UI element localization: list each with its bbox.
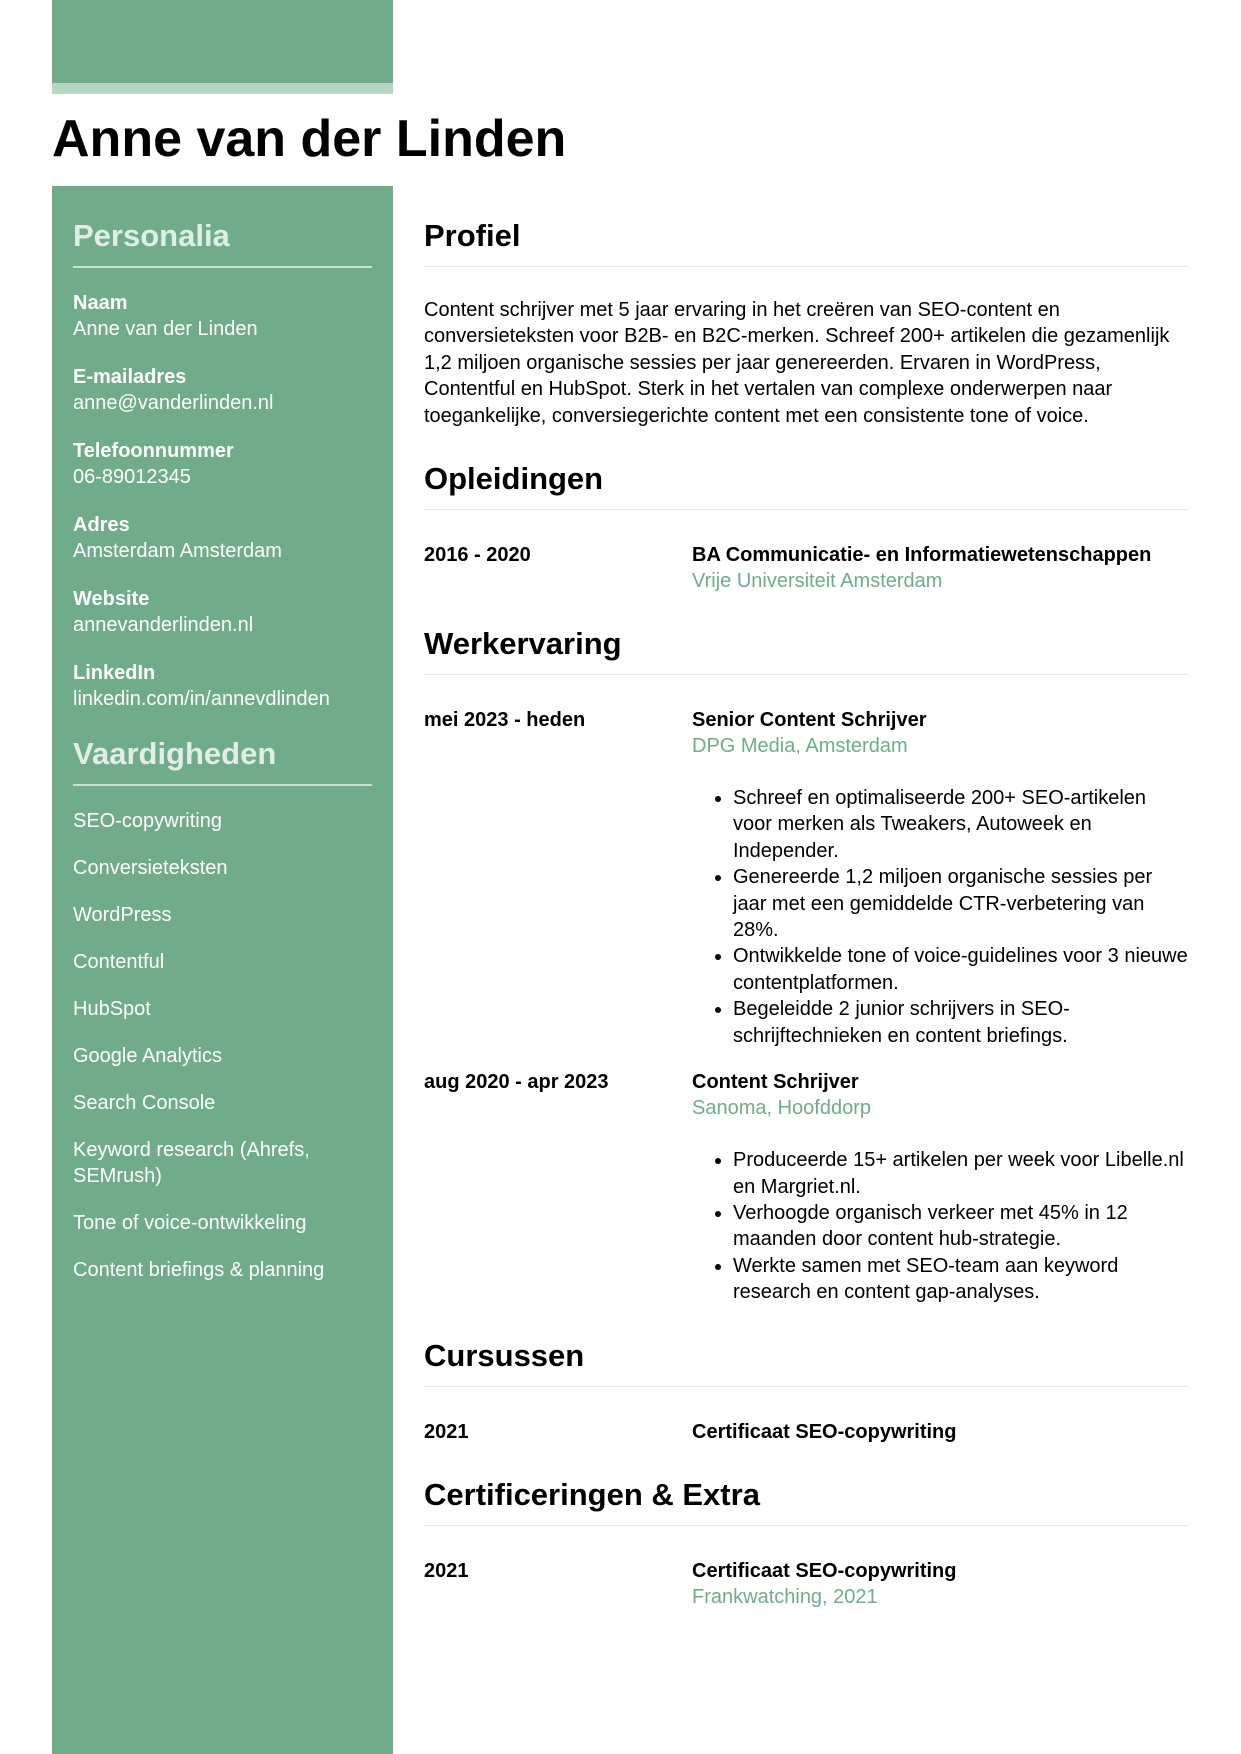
section-title-courses: Cursussen [424,1336,1188,1387]
entry-org: DPG Media, Amsterdam [692,735,908,758]
entry-org: Vrije Universiteit Amsterdam [692,570,943,593]
course-entry [424,1419,1188,1445]
personal-label: Website [73,588,150,610]
header-accent-stripe [52,83,393,94]
profile-section [424,216,1188,429]
personal-label: Adres [73,514,130,536]
main-content [424,186,1188,1610]
sidebar [52,186,393,1754]
courses-section [424,1336,1188,1445]
personal-label: Naam [73,292,128,314]
personal-details-list [73,290,372,712]
entry-body [692,1419,1188,1445]
entry-org: Sanoma, Hoofddorp [692,1097,872,1120]
website-link[interactable]: annevanderlinden.nl [73,614,254,636]
entry-org: Frankwatching, 2021 [692,1585,878,1608]
skill-item: Search Console [73,1092,216,1114]
bullet-item: • Verhoogde organisch verkeer met 45% in 12 maanden door content hub-strategie. [733,1200,1188,1253]
entry-date: 2021 [424,1420,469,1443]
section-title-profile: Profiel [424,216,1188,267]
skill-item: Conversieteksten [73,857,228,879]
bullet-item: • Produceerde 15+ artikelen per week voor Libelle.nl en Margriet.nl. [733,1147,1188,1200]
experience-entry [424,707,1188,1049]
skills-heading: Vaardigheden [73,734,372,786]
bullet-item: • Genereerde 1,2 miljoen organische sessies per jaar met een gemiddelde CTR-verbetering van 28%. [733,864,1188,943]
email-value[interactable]: anne@vanderlinden.nl [73,392,274,414]
personal-item-name [73,290,372,342]
personal-label: LinkedIn [73,662,156,684]
entry-title: Certificaat SEO-copywriting [692,1420,957,1443]
address-value: Amsterdam Amsterdam [73,540,282,562]
personal-item-email [73,364,372,416]
bullet-item: • Werkte samen met SEO-team aan keyword research en content gap-analyses. [733,1253,1188,1306]
entry-body [692,1069,1188,1305]
certification-entry [424,1558,1188,1610]
profile-text: Content schrijver met 5 jaar ervaring in het creëren van SEO-content en conversieteksten voor B2B- en B2C-merken. Schreef 200+ artikelen die gezamenlijk 1,2 miljoen organische sessies per jaar genereerden. Ervaren in WordPress, Contentful en HubSpot. Sterk in het vertalen van complexe onderwerpen naar toegankelijke, conversiegerichte content met een consistente tone of voice. [424,299,1170,427]
entry-title: Content Schrijver [692,1071,859,1094]
skill-item: Google Analytics [73,1045,222,1067]
skill-item: SEO-copywriting [73,810,222,832]
skills-list [73,808,372,1283]
entry-title: Certificaat SEO-copywriting [692,1559,957,1582]
linkedin-link[interactable]: linkedin.com/in/annevdlinden [73,688,330,710]
personalia-heading: Personalia [73,216,372,268]
education-section [424,459,1188,594]
skill-item: WordPress [73,904,172,926]
entry-date: mei 2023 - heden [424,709,586,732]
entry-date: aug 2020 - apr 2023 [424,1071,609,1094]
phone-value: 06-89012345 [73,466,191,488]
bullet-list [692,785,1188,1049]
entry-body [692,1558,1188,1610]
skill-item: Keyword research (Ahrefs, SEMrush) [73,1139,310,1187]
bullet-item: • Ontwikkelde tone of voice-guidelines voor 3 nieuwe contentplatformen. [733,943,1188,996]
entry-title: Senior Content Schrijver [692,709,927,732]
personal-item-phone [73,438,372,490]
personal-label: Telefoonnummer [73,440,234,462]
entry-body [692,542,1188,594]
personal-value: Anne van der Linden [73,318,258,340]
bullet-item: • Begeleidde 2 junior schrijvers in SEO-schrijftechnieken en content briefings. [733,996,1188,1049]
entry-title: BA Communicatie- en Informatiewetenschappen [692,544,1152,567]
experience-entry [424,1069,1188,1305]
personal-item-linkedin [73,660,372,712]
personal-item-address [73,512,372,564]
experience-section [424,624,1188,1306]
entry-date: 2021 [424,1559,469,1582]
section-title-experience: Werkervaring [424,624,1188,675]
skill-item: Contentful [73,951,165,973]
bullet-item: • Schreef en optimaliseerde 200+ SEO-artikelen voor merken als Tweakers, Autoweek en Independer. [733,785,1188,864]
header-accent-block [52,0,393,83]
entry-body [692,707,1188,1049]
section-title-certifications: Certificeringen & Extra [424,1475,1188,1526]
personal-label: E-mailadres [73,366,187,388]
bullet-list [692,1147,1188,1305]
skill-item: HubSpot [73,998,151,1020]
education-entry [424,542,1188,594]
candidate-name: Anne van der Linden [52,110,567,168]
certifications-section [424,1475,1188,1610]
section-title-education: Opleidingen [424,459,1188,510]
entry-date: 2016 - 2020 [424,544,531,567]
skill-item: Content briefings & planning [73,1259,325,1281]
skill-item: Tone of voice-ontwikkeling [73,1212,307,1234]
personal-item-website [73,586,372,638]
